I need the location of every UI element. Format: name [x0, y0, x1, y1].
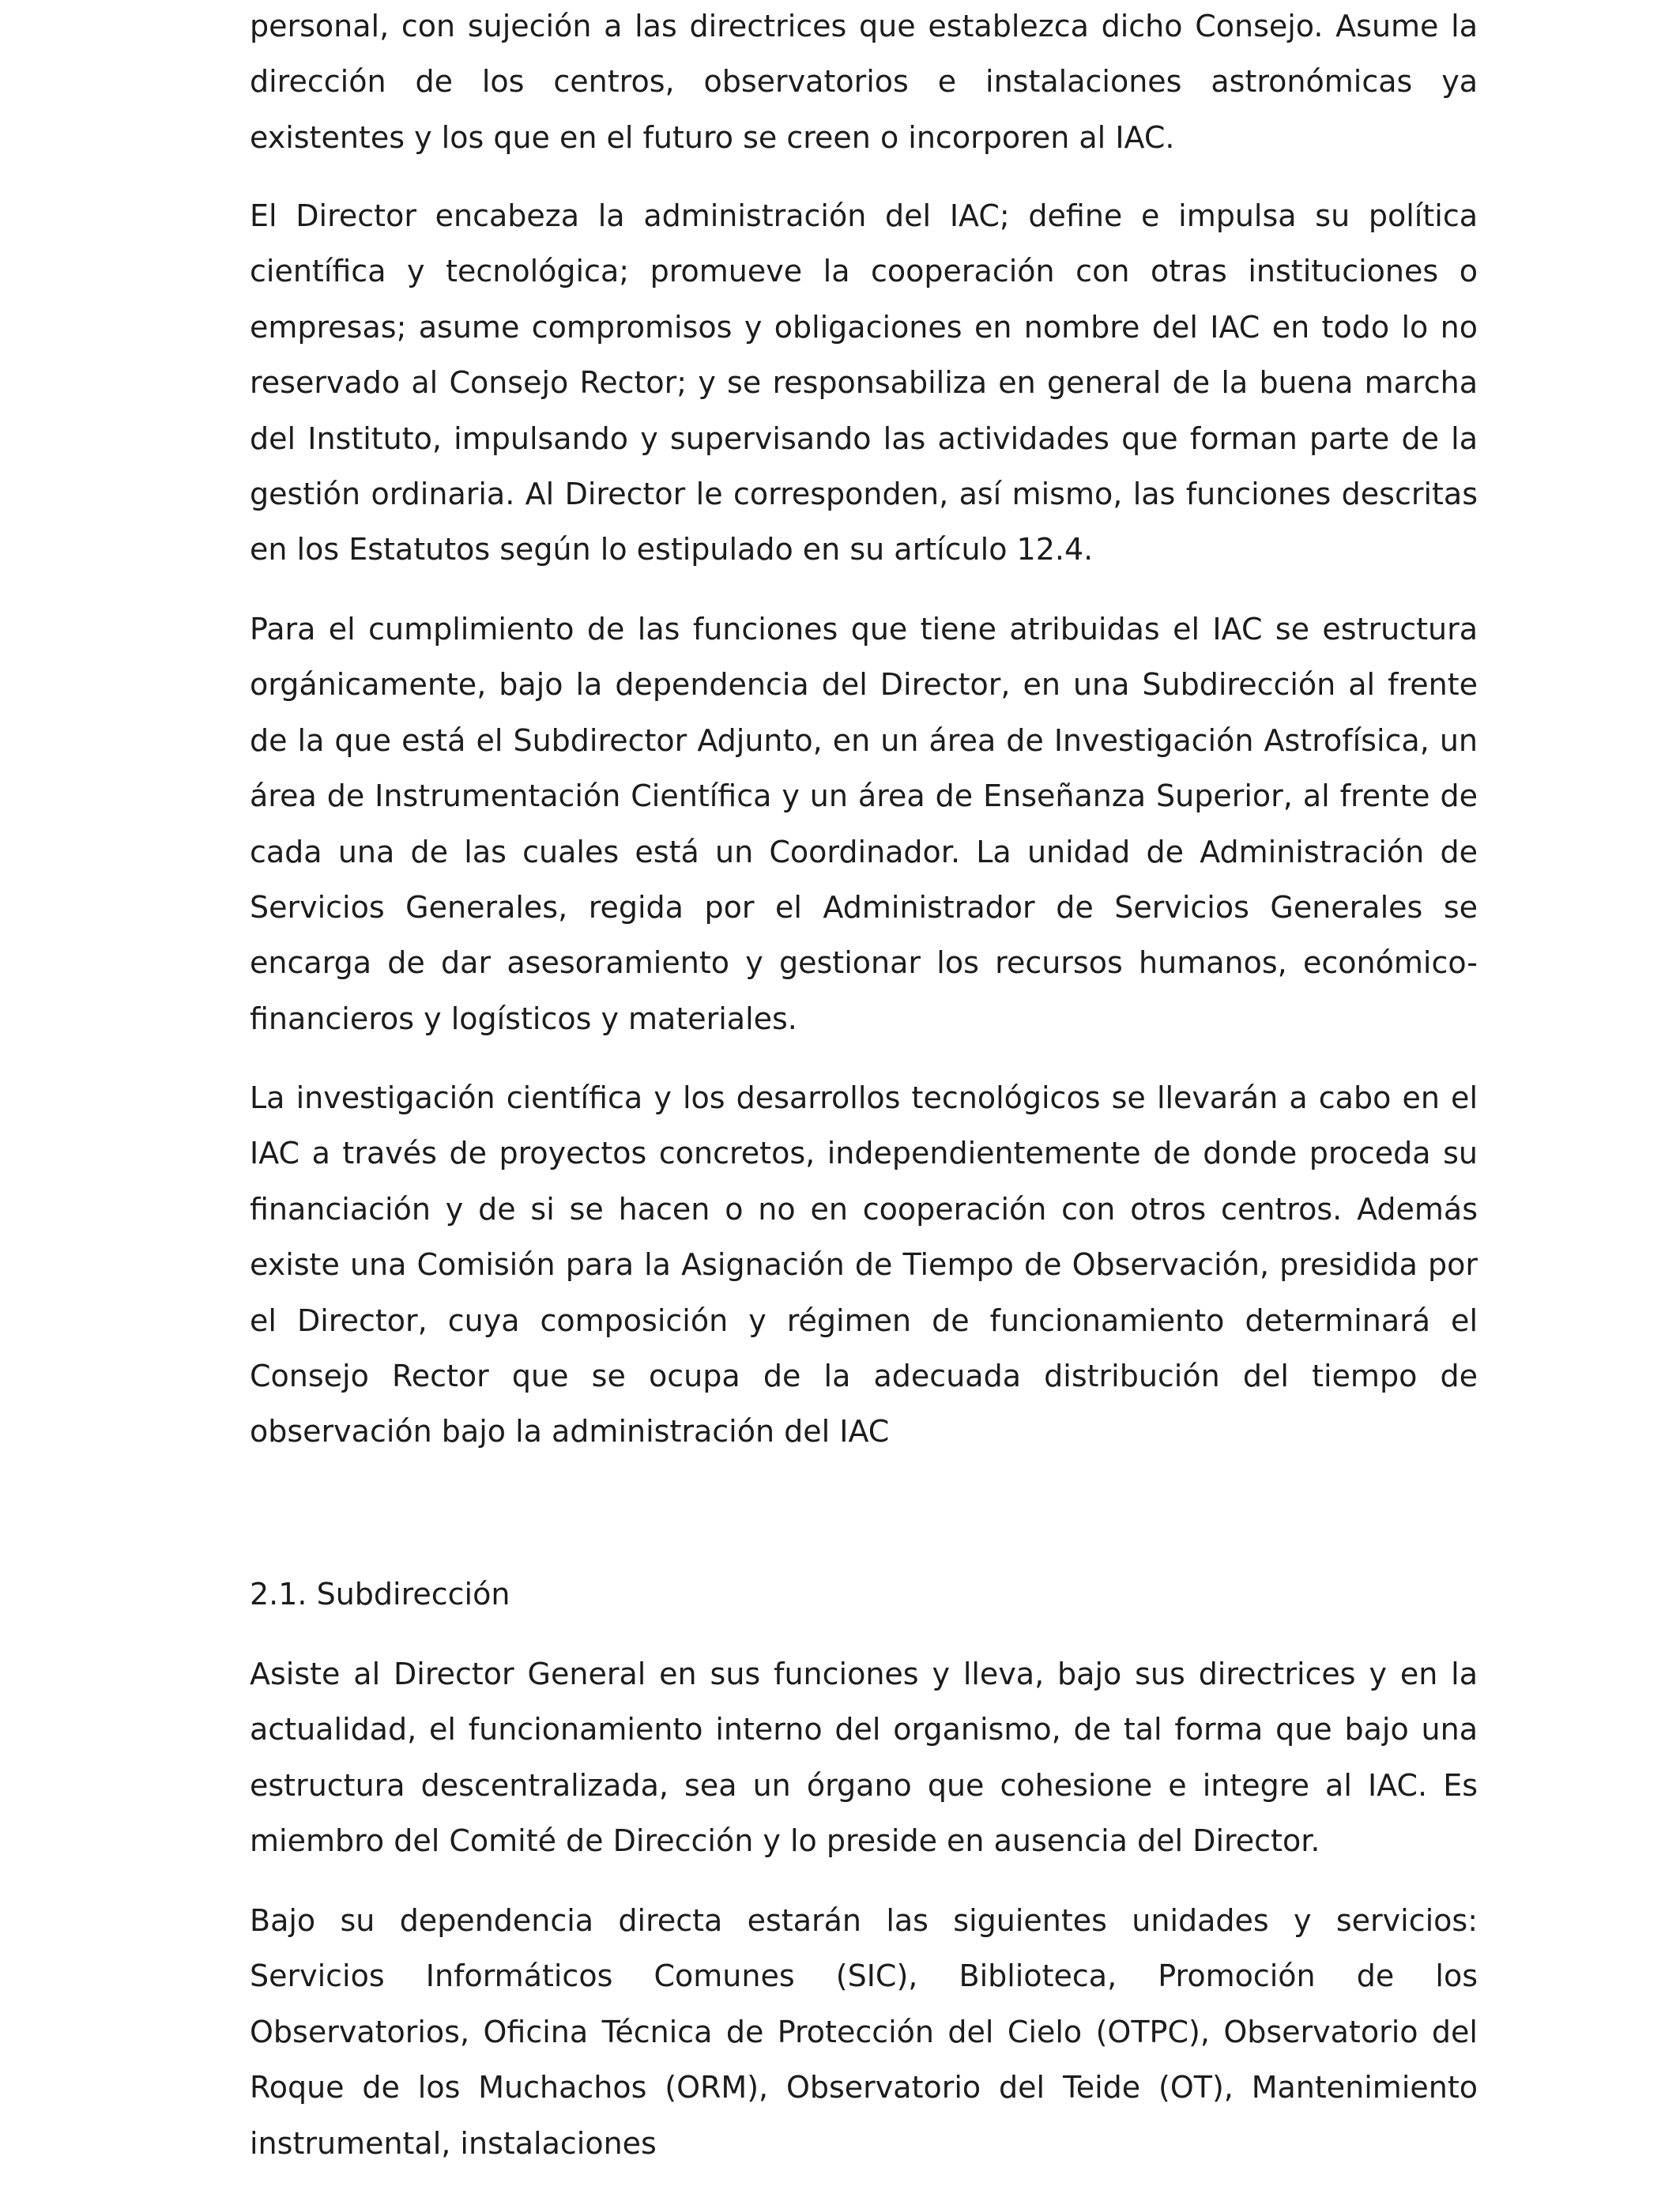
paragraph-subdireccion-units: Bajo su dependencia directa estarán las siguientes unidades y servicios: Servicios Informáticos Comunes (SIC), Biblioteca, Promoción de los Observatorios, Oficina Técnica de Protección del Cielo (OTPC), Observatorio del Roque de los Muchachos (ORM), Observatorio del Teide (OT), Mantenimiento instrumental, instalaciones: [250, 1903, 1478, 2161]
paragraph-director-role: El Director encabeza la administración del IAC; define e impulsa su política científica y tecnológica; promueve la cooperación con otras instituciones o empresas; asume compromisos y obligaciones en nombre del IAC en todo lo no reservado al Consejo Rector; y se responsabiliza en general de la buena marcha del Instituto, impulsando y supervisando las actividades que forman parte de la gestión ordinaria. Al Director le corresponden, así mismo, las funciones descritas en los Estatutos según lo estipulado en su artículo 12.4.: [250, 198, 1478, 567]
paragraph-subdireccion-role: Asiste al Director General en sus funciones y lleva, bajo sus directrices y en la actualidad, el funcionamiento interno del organismo, de tal forma que bajo una estructura descentralizada, sea un órgano que cohesione e integre al IAC. Es miembro del Comité de Dirección y lo preside en ausencia del Director.: [250, 1657, 1478, 1859]
section-heading-subdireccion: 2.1. Subdirección: [250, 1577, 510, 1612]
paragraph-organizational-structure: Para el cumplimiento de las funciones que tiene atribuidas el IAC se estructura orgánicamente, bajo la dependencia del Director, en una Subdirección al frente de la que está el Subdirector Adjunto, en un área de Investigación Astrofísica, un área de Instrumentación Científica y un área de Enseñanza Superior, al frente de cada una de las cuales está un Coordinador. La unidad de Administración de Servicios Generales, regida por el Administrador de Servicios Generales se encarga de dar asesoramiento y gestionar los recursos humanos, económico-financieros y logísticos y materiales.: [250, 612, 1478, 1036]
paragraph-research-projects: La investigación científica y los desarrollos tecnológicos se llevarán a cabo en el IAC a través de proyectos concretos, independientemente de donde proceda su financiación y de si se hacen o no en cooperación con otros centros. Además existe una Comisión para la Asignación de Tiempo de Observación, presidida por el Director, cuya composición y régimen de funcionamiento determinará el Consejo Rector que se ocupa de la adecuada distribución del tiempo de observación bajo la administración del IAC: [250, 1080, 1478, 1449]
paragraph-director-appointment: personal, con sujeción a las directrices que establezca dicho Consejo. Asume la dirección de los centros, observatorios e instalaciones astronómicas ya existentes y los que en el futuro se creen o incorporen al IAC.: [250, 9, 1478, 155]
